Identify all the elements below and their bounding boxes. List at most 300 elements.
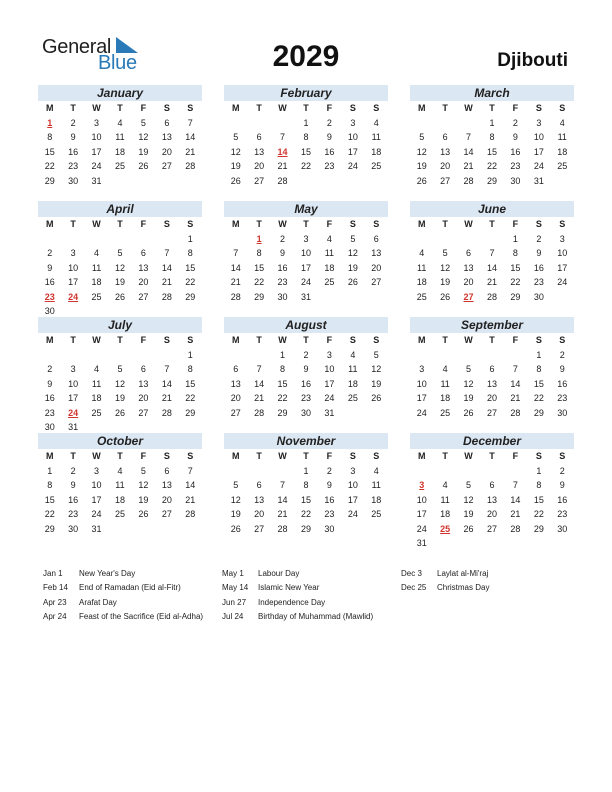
- day-cell: 27: [161, 161, 172, 171]
- week-row: [38, 145, 202, 160]
- month-title: July: [38, 317, 202, 333]
- day-cell: 21: [510, 509, 521, 519]
- weekday-header-row: [38, 101, 202, 116]
- day-cell: 27: [138, 407, 149, 418]
- empty-day-cell: [271, 116, 294, 131]
- day-cell: 17: [68, 393, 79, 403]
- day-cell: 27: [486, 407, 497, 418]
- day-cell: 11: [371, 132, 381, 142]
- weekday-header: S: [349, 219, 356, 229]
- day-cell: 6: [466, 248, 472, 258]
- holiday-entry: [222, 596, 373, 610]
- empty-day-cell: [224, 232, 247, 247]
- day-cell: 16: [300, 378, 311, 389]
- empty-day-cell: [457, 464, 480, 479]
- day-cell: 6: [140, 248, 146, 258]
- day-cell: 21: [277, 161, 288, 171]
- day-cell: 14: [510, 378, 521, 389]
- day-cell: 7: [164, 248, 170, 258]
- holiday-entry: [43, 610, 203, 624]
- weekday-header: T: [70, 335, 76, 345]
- week-row: [38, 275, 202, 290]
- day-cell: 22: [44, 161, 55, 171]
- day-cell: 17: [347, 494, 358, 505]
- day-cell: 26: [463, 523, 474, 534]
- empty-day-cell: [480, 348, 503, 363]
- weekday-header: M: [45, 451, 54, 461]
- day-cell: 25: [416, 291, 427, 302]
- day-cell: 31: [300, 291, 311, 302]
- day-cell: 25: [371, 509, 382, 519]
- weekday-header: S: [349, 451, 356, 461]
- day-cell: 5: [140, 465, 146, 476]
- day-cell: 12: [114, 378, 125, 389]
- empty-day-cell: [271, 464, 294, 479]
- day-cell: 21: [463, 161, 474, 171]
- month-february: [224, 85, 388, 188]
- empty-day-cell: [108, 522, 131, 537]
- day-cell: 28: [185, 509, 196, 519]
- day-cell: 27: [138, 291, 149, 302]
- day-cell: 30: [324, 523, 335, 534]
- day-cell: 9: [512, 132, 518, 142]
- day-cell: 7: [512, 480, 518, 490]
- holiday-name: Arafat Day: [79, 597, 117, 607]
- day-cell: 23: [533, 277, 544, 287]
- empty-day-cell: [179, 522, 202, 537]
- day-cell: 4: [94, 248, 100, 258]
- weekday-header: S: [187, 335, 194, 345]
- day-cell: 19: [230, 161, 241, 171]
- weekday-header: S: [349, 103, 356, 113]
- weekday-header: T: [303, 219, 309, 229]
- day-cell: 9: [47, 378, 53, 389]
- day-cell: 29: [254, 291, 265, 302]
- day-cell: 10: [300, 248, 311, 258]
- day-cell: 14: [254, 378, 265, 389]
- day-cell: 19: [138, 494, 149, 505]
- day-cell: 9: [326, 480, 332, 490]
- day-cell: 31: [91, 523, 102, 534]
- day-cell: 12: [463, 378, 474, 389]
- weekday-header: F: [140, 219, 147, 229]
- month-title: August: [224, 317, 388, 333]
- day-cell: 29: [44, 523, 55, 534]
- weekday-header-row: [38, 217, 202, 232]
- day-cell: 30: [44, 306, 55, 316]
- empty-day-cell: [457, 348, 480, 363]
- week-row: [38, 377, 202, 392]
- weekday-header: T: [489, 451, 495, 461]
- day-cell: 8: [47, 480, 53, 490]
- weekday-header: W: [278, 451, 287, 461]
- weekday-header: M: [417, 219, 426, 229]
- empty-day-cell: [410, 348, 433, 363]
- day-cell: 24: [300, 277, 311, 287]
- day-cell: 22: [44, 509, 55, 519]
- day-cell: 12: [440, 262, 451, 273]
- week-row: [410, 246, 574, 261]
- day-cell: 26: [138, 161, 149, 171]
- day-cell: 1: [512, 233, 518, 244]
- day-cell: 14: [463, 146, 474, 157]
- empty-day-cell: [480, 232, 503, 247]
- day-cell: 2: [559, 465, 565, 476]
- day-cell: 12: [230, 494, 241, 505]
- holiday-day-cell: 24: [68, 291, 79, 302]
- day-cell: 21: [486, 277, 497, 287]
- week-row: [410, 362, 574, 377]
- day-cell: 3: [94, 465, 100, 476]
- week-row: [224, 478, 388, 493]
- day-cell: 9: [70, 132, 76, 142]
- week-row: [224, 522, 388, 537]
- day-cell: 13: [230, 378, 241, 389]
- empty-day-cell: [457, 116, 480, 131]
- empty-day-cell: [551, 290, 574, 305]
- empty-day-cell: [457, 232, 480, 247]
- month-title: November: [224, 433, 388, 449]
- day-cell: 28: [510, 523, 521, 534]
- week-row: [38, 464, 202, 479]
- day-cell: 8: [512, 248, 518, 258]
- weekday-header: W: [92, 103, 101, 113]
- empty-day-cell: [155, 232, 178, 247]
- day-cell: 27: [486, 523, 497, 534]
- day-cell: 14: [185, 480, 196, 490]
- day-cell: 2: [70, 465, 76, 476]
- holiday-column: [401, 567, 489, 596]
- day-cell: 8: [536, 480, 542, 490]
- holiday-name: End of Ramadan (Eid al-Fitr): [79, 583, 181, 593]
- day-cell: 4: [350, 349, 356, 360]
- day-cell: 29: [44, 175, 55, 186]
- day-cell: 17: [300, 262, 311, 273]
- day-cell: 11: [91, 262, 102, 273]
- day-cell: 25: [91, 291, 102, 302]
- day-cell: 5: [466, 480, 472, 490]
- month-august: [224, 317, 388, 420]
- day-cell: 16: [533, 262, 544, 273]
- empty-day-cell: [155, 348, 178, 363]
- day-cell: 2: [70, 117, 76, 128]
- week-row: [410, 261, 574, 276]
- holiday-day-cell: 27: [463, 291, 474, 302]
- day-cell: 21: [277, 509, 288, 519]
- holiday-name: Independence Day: [258, 597, 326, 607]
- day-cell: 19: [440, 277, 451, 287]
- weekday-header: M: [417, 451, 426, 461]
- day-cell: 11: [91, 378, 102, 389]
- empty-day-cell: [341, 522, 364, 537]
- day-cell: 17: [416, 509, 427, 519]
- day-cell: 24: [416, 523, 427, 534]
- empty-day-cell: [457, 536, 480, 551]
- weekday-header-row: [410, 449, 574, 464]
- day-cell: 26: [114, 291, 125, 302]
- week-row: [224, 232, 388, 247]
- weekday-header-row: [224, 449, 388, 464]
- weekday-header: T: [303, 451, 309, 461]
- day-cell: 21: [161, 277, 172, 287]
- day-cell: 6: [164, 117, 170, 128]
- week-row: [410, 478, 574, 493]
- day-cell: 4: [373, 465, 379, 476]
- day-cell: 10: [68, 262, 79, 273]
- day-cell: 3: [350, 117, 356, 128]
- weekday-header-row: [38, 449, 202, 464]
- weekday-header: S: [373, 451, 380, 461]
- day-cell: 6: [489, 480, 495, 490]
- day-cell: 2: [47, 364, 53, 374]
- day-cell: 7: [466, 132, 472, 142]
- weekday-header: F: [326, 451, 333, 461]
- empty-day-cell: [433, 536, 456, 551]
- holiday-column: [43, 567, 203, 624]
- week-row: [224, 464, 388, 479]
- day-cell: 6: [489, 364, 495, 374]
- empty-day-cell: [247, 348, 270, 363]
- weekday-header: M: [231, 451, 240, 461]
- day-cell: 17: [557, 262, 568, 273]
- empty-day-cell: [247, 116, 270, 131]
- weekday-header: S: [163, 335, 170, 345]
- day-cell: 11: [348, 364, 358, 374]
- day-cell: 2: [326, 117, 332, 128]
- day-cell: 2: [303, 349, 309, 360]
- week-row: [410, 507, 574, 522]
- day-cell: 25: [347, 393, 358, 403]
- day-cell: 7: [280, 132, 286, 142]
- day-cell: 1: [303, 465, 309, 476]
- day-cell: 15: [300, 146, 311, 157]
- day-cell: 30: [68, 175, 79, 186]
- weekday-header: T: [303, 335, 309, 345]
- weekday-header: F: [512, 219, 519, 229]
- day-cell: 3: [70, 248, 76, 258]
- week-row: [224, 493, 388, 508]
- day-cell: 12: [114, 262, 125, 273]
- day-cell: 3: [326, 349, 332, 360]
- day-cell: 2: [512, 117, 518, 128]
- day-cell: 14: [277, 494, 288, 505]
- day-cell: 10: [557, 248, 568, 258]
- day-cell: 1: [536, 465, 542, 476]
- empty-day-cell: [224, 116, 247, 131]
- weekday-header: T: [442, 335, 448, 345]
- day-cell: 10: [91, 132, 102, 142]
- empty-day-cell: [504, 536, 527, 551]
- day-cell: 6: [140, 364, 146, 374]
- weekday-header: S: [559, 103, 566, 113]
- holiday-date: May 14: [222, 583, 249, 593]
- empty-day-cell: [341, 290, 364, 305]
- month-october: [38, 433, 202, 536]
- day-cell: 1: [47, 465, 53, 476]
- weekday-header: F: [140, 103, 147, 113]
- empty-day-cell: [504, 348, 527, 363]
- weekday-header: M: [417, 335, 426, 345]
- holiday-entry: [401, 581, 489, 595]
- day-cell: 20: [254, 161, 265, 171]
- day-cell: 8: [47, 132, 53, 142]
- empty-day-cell: [551, 536, 574, 551]
- day-cell: 20: [486, 393, 497, 403]
- day-cell: 17: [324, 378, 335, 389]
- day-cell: 29: [510, 291, 521, 302]
- week-row: [38, 261, 202, 276]
- weekday-header: W: [278, 103, 287, 113]
- week-row: [224, 275, 388, 290]
- weekday-header: M: [231, 335, 240, 345]
- weekday-header: S: [163, 451, 170, 461]
- weekday-header: S: [163, 103, 170, 113]
- weekday-header: T: [117, 219, 123, 229]
- week-row: [224, 246, 388, 261]
- day-cell: 30: [557, 407, 568, 418]
- holiday-column: [222, 567, 373, 624]
- empty-day-cell: [341, 174, 364, 189]
- empty-day-cell: [341, 406, 364, 421]
- empty-day-cell: [132, 522, 155, 537]
- weekday-header: W: [464, 335, 473, 345]
- week-row: [410, 536, 574, 551]
- week-row: [224, 145, 388, 160]
- day-cell: 29: [185, 407, 196, 418]
- day-cell: 1: [489, 117, 495, 128]
- day-cell: 21: [230, 277, 241, 287]
- empty-day-cell: [433, 348, 456, 363]
- day-cell: 16: [557, 494, 568, 505]
- holiday-date: Jun 27: [222, 597, 247, 607]
- day-cell: 24: [557, 277, 568, 287]
- weekday-header-row: [224, 217, 388, 232]
- day-cell: 20: [371, 262, 382, 273]
- day-cell: 31: [68, 422, 79, 432]
- day-cell: 19: [138, 146, 149, 157]
- day-cell: 12: [347, 248, 358, 258]
- day-cell: 30: [510, 175, 521, 186]
- day-cell: 10: [324, 364, 335, 374]
- day-cell: 26: [114, 407, 125, 418]
- day-cell: 28: [486, 291, 497, 302]
- day-cell: 9: [47, 262, 53, 273]
- day-cell: 15: [44, 494, 55, 505]
- day-cell: 22: [510, 277, 521, 287]
- day-cell: 30: [44, 422, 55, 432]
- weekday-header: T: [256, 219, 262, 229]
- weekday-header: S: [559, 219, 566, 229]
- day-cell: 22: [185, 393, 196, 403]
- day-cell: 11: [115, 132, 125, 142]
- holiday-date: Apr 23: [43, 597, 67, 607]
- holiday-entry: [222, 567, 373, 581]
- week-row: [38, 507, 202, 522]
- day-cell: 23: [68, 509, 79, 519]
- day-cell: 11: [557, 132, 567, 142]
- day-cell: 19: [230, 509, 241, 519]
- day-cell: 29: [185, 291, 196, 302]
- day-cell: 27: [230, 407, 241, 418]
- day-cell: 11: [115, 480, 125, 490]
- day-cell: 9: [559, 364, 565, 374]
- week-row: [410, 522, 574, 537]
- month-september: [410, 317, 574, 420]
- holiday-entry: [43, 567, 203, 581]
- day-cell: 3: [303, 233, 309, 244]
- week-row: [224, 377, 388, 392]
- day-cell: 14: [486, 262, 497, 273]
- day-cell: 1: [187, 349, 193, 360]
- holiday-date: Feb 14: [43, 583, 68, 593]
- day-cell: 24: [347, 161, 358, 171]
- day-cell: 24: [91, 509, 102, 519]
- day-cell: 18: [347, 378, 358, 389]
- day-cell: 10: [347, 480, 358, 490]
- day-cell: 23: [300, 393, 311, 403]
- day-cell: 20: [486, 509, 497, 519]
- day-cell: 5: [117, 364, 123, 374]
- day-cell: 9: [559, 480, 565, 490]
- day-cell: 22: [254, 277, 265, 287]
- empty-day-cell: [224, 348, 247, 363]
- day-cell: 15: [533, 494, 544, 505]
- holiday-day-cell: 14: [277, 146, 288, 157]
- day-cell: 22: [533, 509, 544, 519]
- day-cell: 13: [138, 262, 149, 273]
- weekday-header: T: [256, 103, 262, 113]
- week-row: [224, 348, 388, 363]
- holiday-name: Christmas Day: [437, 583, 490, 593]
- month-july: [38, 317, 202, 435]
- day-cell: 17: [533, 146, 544, 157]
- day-cell: 21: [510, 393, 521, 403]
- holiday-name: Birthday of Muhammad (Mawlid): [258, 611, 374, 621]
- day-cell: 5: [350, 233, 356, 244]
- day-cell: 29: [300, 523, 311, 534]
- day-cell: 12: [138, 132, 149, 142]
- day-cell: 6: [373, 233, 379, 244]
- day-cell: 22: [277, 393, 288, 403]
- day-cell: 19: [416, 161, 427, 171]
- day-cell: 13: [161, 480, 172, 490]
- empty-day-cell: [410, 232, 433, 247]
- day-cell: 12: [416, 146, 427, 157]
- day-cell: 23: [510, 161, 521, 171]
- week-row: [410, 348, 574, 363]
- day-cell: 21: [185, 494, 196, 505]
- day-cell: 2: [280, 233, 286, 244]
- day-cell: 13: [254, 494, 265, 505]
- day-cell: 20: [254, 509, 265, 519]
- week-row: [38, 246, 202, 261]
- day-cell: 3: [70, 364, 76, 374]
- day-cell: 1: [187, 233, 193, 244]
- day-cell: 11: [324, 248, 335, 258]
- day-cell: 9: [303, 364, 309, 374]
- day-cell: 20: [161, 146, 172, 157]
- day-cell: 30: [533, 291, 544, 302]
- empty-day-cell: [132, 348, 155, 363]
- empty-day-cell: [38, 348, 61, 363]
- weekday-header: S: [187, 103, 194, 113]
- empty-day-cell: [132, 174, 155, 189]
- weekday-header: F: [326, 219, 333, 229]
- month-title: January: [38, 85, 202, 101]
- holiday-day-cell: 24: [68, 407, 79, 418]
- weekday-header: T: [489, 103, 495, 113]
- empty-day-cell: [480, 464, 503, 479]
